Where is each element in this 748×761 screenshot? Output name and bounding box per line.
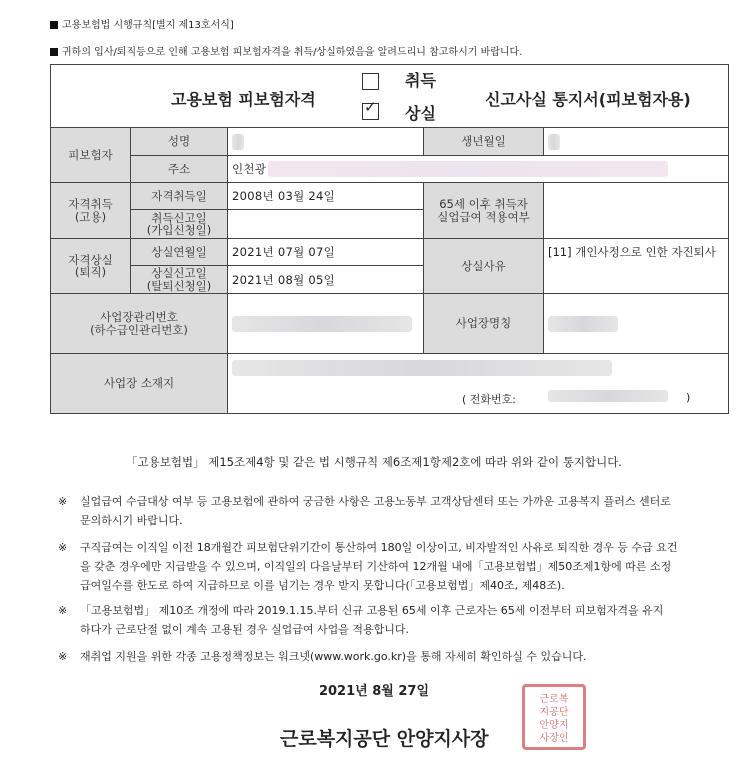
birth-value	[544, 128, 729, 156]
form-reference: 고용보험법 시행규칙[별지 제13호서식]	[50, 16, 234, 31]
phone-label: ( 전화번호:	[462, 393, 516, 406]
redacted-name	[232, 134, 244, 150]
name-label: 성명	[131, 128, 228, 156]
header-notice: 귀하의 입사/퇴직등으로 인해 고용보험 피보험자격을 취득/상실하였음을 알려드리니 참고하시기 바랍니다.	[50, 43, 522, 58]
redacted-workplace-name	[548, 316, 618, 332]
loss-date-value: 2021년 07월 07일	[228, 239, 424, 266]
acquisition-date-label: 자격취득일	[131, 183, 228, 210]
acquisition-section: 자격취득 (고용)	[51, 183, 131, 239]
acquisition-date-value: 2008년 03월 24일	[228, 183, 424, 210]
note-2: ※ 구직급여는 이직일 이전 18개월간 피보험단위기간이 통산하여 180일 이상이고, 비자발적인 사유로 퇴직한 경우 등 수급 요건 을 갖춘 경우에만 지급받을 수 있으며, 이직일의 다음날부터 기산하여 12개월 내에「고용보험법」제50조제1항에 따른 소정 급여일수를 한도로 하여 지급하므로 이를 넘기는 경우 받지 못합니다(「고용보험법」제40조, 제48조).	[58, 541, 678, 592]
acquisition-report-value	[228, 210, 424, 239]
workplace-address-value	[228, 354, 729, 414]
title-right: 신고사실 통지서(피보험자용)	[485, 90, 691, 109]
loss-date-label: 상실연월일	[131, 239, 228, 266]
workplace-name-label: 사업장명칭	[424, 294, 544, 354]
redacted-address	[268, 161, 668, 177]
issue-date: 2021년 8월 27일	[318, 684, 430, 699]
option-lose-label: 상실	[405, 104, 436, 123]
redacted-birth	[548, 134, 560, 150]
address-label: 주소	[131, 156, 228, 183]
check-icon: ✓	[364, 98, 377, 116]
title-left: 고용보험 피보험자격	[171, 90, 316, 109]
notification-form	[50, 64, 729, 414]
official-seal	[522, 684, 586, 750]
workplace-address-label: 사업장 소재지	[51, 354, 228, 414]
mgmt-number-label: 사업장관리번호 (하수급인관리번호)	[51, 294, 228, 354]
loss-reason-label: 상실사유	[424, 239, 544, 294]
note-3: ※ 「고용보험법」 제10조 개정에 따라 2019.1.15.부터 신규 고용된 65세 이후 근로자는 65세 이전부터 피보험자격을 유지 하다가 근로단절 없이 계속 고용된 경우 실업급여 사업을 적용합니다.	[58, 604, 664, 636]
note-4: ※ 재취업 지원을 위한 각종 고용정책정보는 워크넷(www.work.go.kr)을 통해 자세히 확인하실 수 있습니다.	[58, 650, 587, 663]
legal-notice: 「고용보험법」 제15조제4항 및 같은 법 시행규칙 제6조제1항제2호에 따라 위와 같이 통지합니다.	[126, 455, 622, 469]
loss-reason-value: [11] 개인사정으로 인한 자진퇴사	[544, 239, 729, 294]
name-value	[228, 128, 424, 156]
note-1: ※ 실업급여 수급대상 여부 등 고용보험에 관하여 궁금한 사항은 고용노동부 고객상담센터 또는 가까운 고용복지 플러스 센터로 문의하시기 바랍니다.	[58, 495, 671, 527]
option-acquire-label: 취득	[405, 71, 436, 90]
over65-label: 65세 이후 취득자 실업급여 적용여부	[424, 183, 544, 239]
insured-section: 피보험자	[51, 128, 131, 183]
mgmt-number-value	[228, 294, 424, 354]
redacted-workplace-address	[232, 360, 612, 376]
acquisition-report-label: 취득신고일 (가입신청일)	[131, 210, 228, 239]
workplace-name-value	[544, 294, 729, 354]
redacted-phone	[548, 390, 668, 402]
birth-label: 생년월일	[424, 128, 544, 156]
over65-value	[544, 183, 729, 239]
loss-report-value: 2021년 08월 05일	[228, 266, 424, 294]
address-value: 인천광	[228, 156, 729, 183]
loss-report-label: 상실신고일 (탈퇴신청일)	[131, 266, 228, 294]
loss-section: 자격상실 (퇴직)	[51, 239, 131, 294]
issuer-name: 근로복지공단 안양지사장	[280, 728, 489, 750]
form-title	[51, 65, 729, 128]
redacted-mgmt-number	[232, 316, 412, 332]
lose-checkbox[interactable]	[362, 98, 379, 120]
seal-text: 근로복지공단안양지사장인	[539, 694, 569, 744]
acquire-checkbox[interactable]	[362, 73, 379, 90]
phone-close: )	[686, 391, 691, 404]
